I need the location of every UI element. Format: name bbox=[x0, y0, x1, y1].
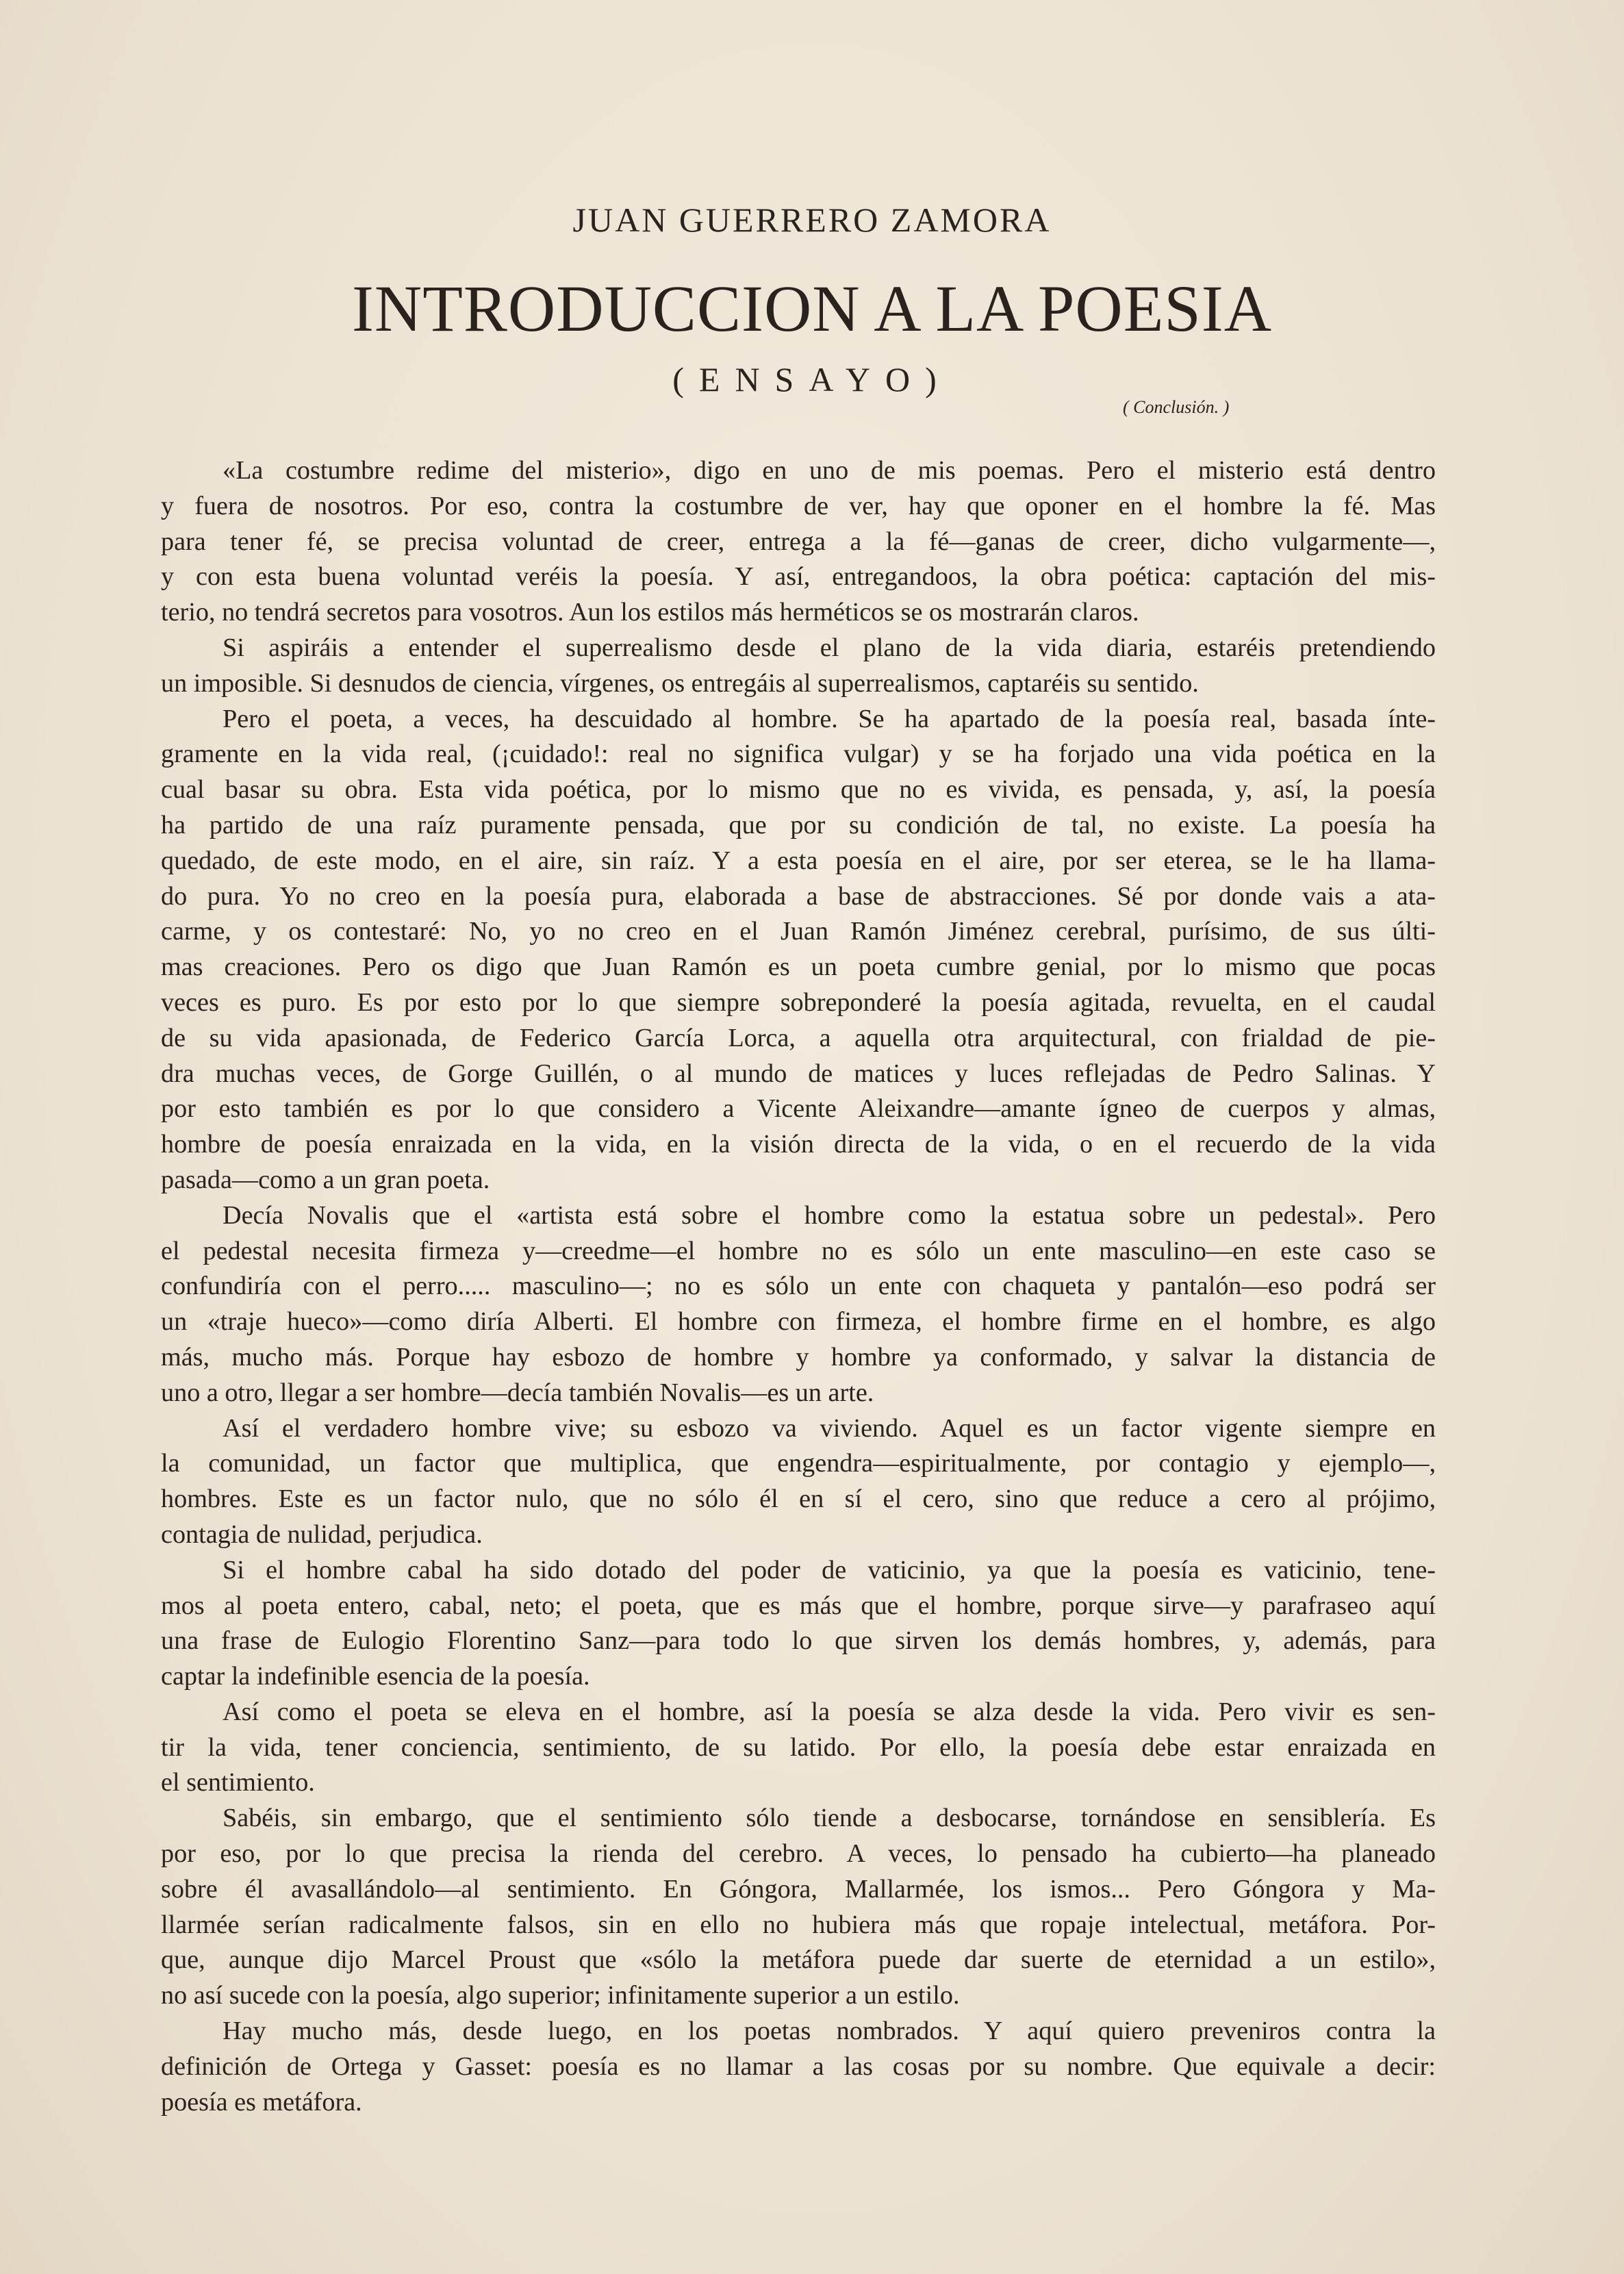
text-line: uno a otro, llegar a ser hombre—decía también Novalis—es un arte. bbox=[161, 1378, 874, 1407]
text-line: el sentimiento. bbox=[161, 1768, 315, 1797]
text-line: definición de Ortega y Gasset: poesía es no llamar a las cosas por su nombre. Que equivale a decir: bbox=[161, 2051, 1436, 2081]
text-line: Así el verdadero hombre vive; su esbozo va viviendo. Aquel es un factor vigente siempre en bbox=[223, 1413, 1436, 1443]
text-line: dra muchas veces, de Gorge Guillén, o al mundo de matices y luces reflejadas de Pedro Salinas. Y bbox=[161, 1059, 1436, 1088]
essay-subtitle: (ENSAYO) bbox=[672, 360, 952, 399]
text-line: mos al poeta entero, cabal, neto; el poeta, que es más que el hombre, porque sirve—y parafraseo aquí bbox=[161, 1591, 1436, 1620]
text-line: confundiría con el perro..... masculino—; no es sólo un ente con chaqueta y pantalón—eso podrá ser bbox=[161, 1272, 1436, 1301]
text-line: contagia de nulidad, perjudica. bbox=[161, 1519, 483, 1549]
text-line: captar la indefinible esencia de la poesía. bbox=[161, 1662, 590, 1691]
essay-body bbox=[161, 453, 1436, 2120]
text-line: veces es puro. Es por esto por lo que siempre sobreponderé la poesía agitada, revuelta, en el caudal bbox=[161, 987, 1436, 1017]
text-line: do pura. Yo no creo en la poesía pura, elaborada a base de abstracciones. Sé por donde vais a ata- bbox=[161, 881, 1436, 911]
text-line: por esto también es por lo que considero a Vicente Aleixandre—amante ígneo de cuerpos y almas, bbox=[161, 1094, 1436, 1124]
text-line: mas creaciones. Pero os digo que Juan Ramón es un poeta cumbre genial, por lo mismo que pocas bbox=[161, 952, 1436, 982]
author-name: JUAN GUERRERO ZAMORA bbox=[572, 201, 1052, 239]
text-line: por eso, por lo que precisa la rienda del cerebro. A veces, lo pensado ha cubierto—ha planeado bbox=[161, 1839, 1436, 1869]
text-line: gramente en la vida real, (¡cuidado!: real no significa vulgar) y se ha forjado una vida poética en la bbox=[161, 740, 1436, 769]
text-line: el pedestal necesita firmeza y—creedme—el hombre no es sólo un ente masculino—en este caso se bbox=[161, 1236, 1436, 1265]
text-line: y con esta buena voluntad veréis la poesía. Y así, entregandoos, la obra poética: captación del mis- bbox=[161, 562, 1436, 592]
text-line: un «traje hueco»—como diría Alberti. El hombre con firmeza, el hombre firme en el hombre, es algo bbox=[161, 1307, 1436, 1337]
text-line: quedado, de este modo, en el aire, sin raíz. Y a esta poesía en el aire, por ser eterea, se le ha llama- bbox=[161, 846, 1436, 875]
text-line: un imposible. Si desnudos de ciencia, vírgenes, os entregáis al superrealismos, captaréis su sentido. bbox=[161, 668, 1199, 698]
text-line: Pero el poeta, a veces, ha descuidado al hombre. Se ha apartado de la poesía real, basada ínte- bbox=[223, 704, 1436, 733]
text-line: llarmée serían radicalmente falsos, sin en ello no hubiera más que ropaje intelectual, metáfora. Por- bbox=[161, 1910, 1436, 1939]
text-line: no así sucede con la poesía, algo superior; infinitamente superior a un estilo. bbox=[161, 1981, 960, 2010]
text-line: de su vida apasionada, de Federico García Lorca, a aquella otra arquitectural, con frialdad de pie- bbox=[161, 1023, 1436, 1052]
text-line: carme, y os contestaré: No, yo no creo en el Juan Ramón Jiménez cerebral, purísimo, de sus últi- bbox=[161, 917, 1436, 946]
text-line: hombre de poesía enraizada en la vida, en la visión directa de la vida, o en el recuerdo de la vida bbox=[161, 1130, 1436, 1159]
essay-title: INTRODUCCION A LA POESIA bbox=[351, 272, 1273, 345]
text-line: para tener fé, se precisa voluntad de creer, entrega a la fé—ganas de creer, dicho vulgarmente—, bbox=[161, 527, 1436, 556]
text-line: pasada—como a un gran poeta. bbox=[161, 1165, 490, 1194]
text-line: Hay mucho más, desde luego, en los poetas nombrados. Y aquí quiero preveniros contra la bbox=[223, 2017, 1436, 2046]
text-line: hombres. Este es un factor nulo, que no sólo él en sí el cero, sino que reduce a cero al prójimo, bbox=[161, 1485, 1436, 1514]
text-line: «La costumbre redime del misterio», digo en uno de mis poemas. Pero el misterio está dentro bbox=[223, 456, 1436, 485]
text-line: Sabéis, sin embargo, que el sentimiento sólo tiende a desbocarse, tornándose en sensiblería. Es bbox=[223, 1804, 1436, 1833]
text-line: poesía es metáfora. bbox=[161, 2087, 362, 2117]
text-line: Decía Novalis que el «artista está sobre el hombre como la estatua sobre un pedestal». Pero bbox=[223, 1200, 1436, 1230]
text-line: la comunidad, un factor que multiplica, que engendra—espiritualmente, por contagio y ejemplo—, bbox=[161, 1449, 1436, 1478]
conclusion-note: ( Conclusión. ) bbox=[1123, 397, 1230, 417]
text-line: que, aunque dijo Marcel Proust que «sólo la metáfora puede dar suerte de eternidad a un estilo», bbox=[161, 1945, 1436, 1975]
text-line: terio, no tendrá secretos para vosotros. Aun los estilos más herméticos se os mostrarán claros. bbox=[161, 598, 1139, 627]
text-line: Si el hombre cabal ha sido dotado del poder de vaticinio, ya que la poesía es vaticinio, tene- bbox=[223, 1555, 1436, 1584]
text-line: más, mucho más. Porque hay esbozo de hombre y hombre ya conformado, y salvar la distancia de bbox=[161, 1342, 1436, 1372]
text-line: sobre él avasallándolo—al sentimiento. En Góngora, Mallarmée, los ismos... Pero Góngora y Ma- bbox=[161, 1874, 1436, 1904]
text-line: y fuera de nosotros. Por eso, contra la costumbre de ver, hay que oponer en el hombre la fé. Mas bbox=[161, 491, 1436, 520]
text-line: Así como el poeta se eleva en el hombre, así la poesía se alza desde la vida. Pero vivir es sen- bbox=[223, 1697, 1436, 1726]
text-line: cual basar su obra. Esta vida poética, por lo mismo que no es vivida, es pensada, y, así, la poesía bbox=[161, 775, 1436, 805]
text-line: ha partido de una raíz puramente pensada, que por su condición de tal, no existe. La poesía ha bbox=[161, 810, 1436, 839]
text-line: Si aspiráis a entender el superrealismo desde el plano de la vida diaria, estaréis pretendiendo bbox=[223, 633, 1436, 662]
text-line: tir la vida, tener conciencia, sentimiento, de su latido. Por ello, la poesía debe estar enraizada en bbox=[161, 1732, 1436, 1762]
text-line: una frase de Eulogio Florentino Sanz—para todo lo que sirven los demás hombres, y, además, para bbox=[161, 1626, 1436, 1656]
